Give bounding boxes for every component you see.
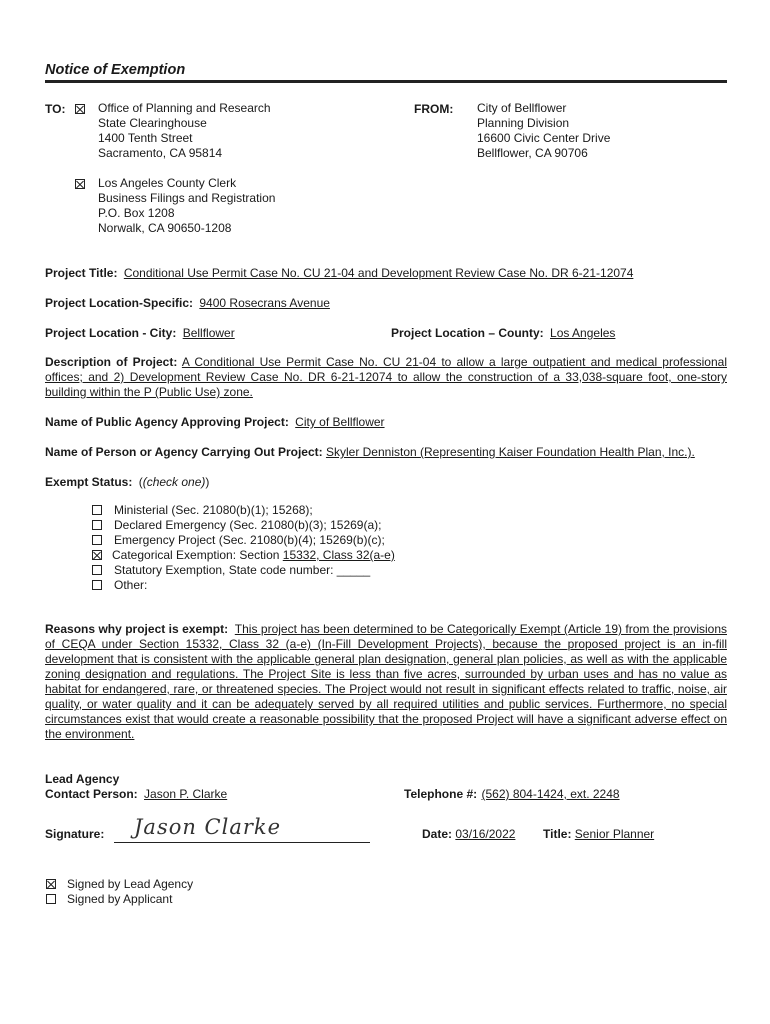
opr-address (98, 101, 271, 161)
agency-value: City of Bellflower (295, 415, 385, 429)
reasons-paragraph (45, 622, 727, 742)
person-row (45, 445, 695, 460)
from-line: Bellflower, CA 90706 (477, 146, 588, 160)
date-row (422, 827, 515, 842)
contact-person-label: Contact Person: (45, 787, 138, 801)
person-value: Skyler Denniston (Representing Kaiser Foundation Health Plan, Inc.). (325, 445, 695, 459)
statutory-exemption-label: Statutory Exemption, State code number: (114, 563, 337, 577)
clerk-line: P.O. Box 1208 (98, 206, 175, 220)
telephone-value: (562) 804-1424, ext. 2248 (481, 787, 620, 801)
telephone-label: Telephone #: (404, 787, 478, 801)
statutory-exemption-checkbox[interactable] (92, 565, 102, 575)
lead-agency-label: Lead Agency (45, 772, 120, 786)
declared-emergency-option: Declared Emergency (Sec. 21080(b)(3); 15269(a); (114, 518, 382, 532)
from-address (477, 101, 610, 161)
location-city-value: Bellflower (182, 326, 235, 340)
signed-lead-agency-checkbox[interactable] (46, 879, 56, 889)
exempt-status-row (45, 475, 209, 490)
person-label: Name of Person or Agency Carrying Out Project: (45, 445, 323, 459)
contact-person-row (45, 787, 227, 802)
project-title-label: Project Title: (45, 266, 118, 280)
categorical-exemption-label: Categorical Exemption: Section (112, 548, 283, 562)
emergency-project-option: Emergency Project (Sec. 21080(b)(4); 15269(b)(c); (114, 533, 385, 547)
categorical-exemption-checkbox[interactable] (92, 550, 102, 560)
categorical-exemption-value: 15332, Class 32(a-e) (282, 548, 395, 562)
exempt-status-label: Exempt Status: (45, 475, 133, 489)
signature-line (114, 842, 370, 843)
agency-row (45, 415, 385, 430)
opr-line: 1400 Tenth Street (98, 131, 193, 145)
to-label: TO: (45, 102, 66, 116)
description-paragraph (45, 355, 727, 400)
description-text: A Conditional Use Permit Case No. CU 21-04 to allow a large outpatient and medical professional offices; and 2) Development Review Case No. DR 6-21-12074 to allow the construction of a 33,038-square foot, one-story building within the P (Public Use) zone. (45, 355, 727, 399)
signature-label: Signature: (45, 827, 105, 841)
clerk-line: Business Filings and Registration (98, 191, 276, 205)
statutory-exemption-option (114, 563, 370, 578)
signed-lead-agency-label: Signed by Lead Agency (67, 877, 194, 891)
clerk-line: Norwalk, CA 90650-1208 (98, 221, 232, 235)
title-row (543, 827, 654, 842)
location-city-row (45, 326, 235, 341)
clerk-checkbox[interactable] (75, 179, 85, 189)
opr-line: Office of Planning and Research (98, 101, 271, 115)
telephone-row (404, 787, 620, 802)
exempt-status-hint: ((check one)) (138, 475, 210, 489)
signed-applicant-label: Signed by Applicant (67, 892, 173, 906)
clerk-address (98, 176, 275, 236)
other-option: Other: (114, 578, 148, 592)
categorical-exemption-option (112, 548, 395, 563)
location-specific-row (45, 296, 330, 311)
title-value: Senior Planner (574, 827, 655, 841)
declared-emergency-checkbox[interactable] (92, 520, 102, 530)
location-county-row (391, 326, 615, 341)
from-line: 16600 Civic Center Drive (477, 131, 611, 145)
project-title-row (45, 266, 633, 281)
ministerial-option: Ministerial (Sec. 21080(b)(1); 15268); (114, 503, 313, 517)
date-label: Date: (422, 827, 453, 841)
description-label: Description of Project: (45, 355, 178, 369)
location-specific-value: 9400 Rosecrans Avenue (199, 296, 330, 310)
ministerial-checkbox[interactable] (92, 505, 102, 515)
location-county-value: Los Angeles (550, 326, 616, 340)
location-city-label: Project Location - City: (45, 326, 177, 340)
from-label: FROM: (414, 102, 454, 116)
reasons-text: This project has been determined to be Categorically Exempt (Article 19) from the provisions of CEQA under Section 15332, Class 32 (a-e) (In-Fill Development Projects), because the proposed project is an in-fill development that is consistent with the applicable general plan designation, general plan policies, as well as with the applicable zoning designation and regulations. The Project Site is less than five acres, surrounded by urban uses and has no value as habitat for endangered, rare, or threatened species. The Project would not result in significant effects related to traffic, noise, air quality, or water quality and it can be adequately served by all required utilities and public services. Furthermore, no special circumstances exist that would create a reasonable possibility that the proposed Project will have a significant adverse effect on the environment. (45, 622, 727, 741)
location-county-label: Project Location – County: (391, 326, 544, 340)
opr-checkbox[interactable] (75, 104, 85, 114)
from-line: Planning Division (477, 116, 570, 130)
opr-line: State Clearinghouse (98, 116, 207, 130)
date-value: 03/16/2022 (455, 827, 516, 841)
agency-label: Name of Public Agency Approving Project: (45, 415, 289, 429)
emergency-project-checkbox[interactable] (92, 535, 102, 545)
signature-image: Jason Clarke (134, 815, 282, 839)
opr-line: Sacramento, CA 95814 (98, 146, 223, 160)
exempt-status-hint-text: (check one) (142, 475, 206, 489)
from-line: City of Bellflower (477, 101, 567, 115)
document-title: Notice of Exemption (45, 62, 186, 78)
reasons-label: Reasons why project is exempt: (45, 622, 229, 636)
project-title-value: Conditional Use Permit Case No. CU 21-04 and Development Review Case No. DR 6-21-12074 (123, 266, 634, 280)
statutory-exemption-blank[interactable]: _____ (336, 563, 371, 577)
contact-person-value: Jason P. Clarke (144, 787, 228, 801)
signed-applicant-checkbox[interactable] (46, 894, 56, 904)
title-rule (45, 80, 727, 83)
other-checkbox[interactable] (92, 580, 102, 590)
location-specific-label: Project Location-Specific: (45, 296, 194, 310)
title-label: Title: (543, 827, 572, 841)
clerk-line: Los Angeles County Clerk (98, 176, 237, 190)
